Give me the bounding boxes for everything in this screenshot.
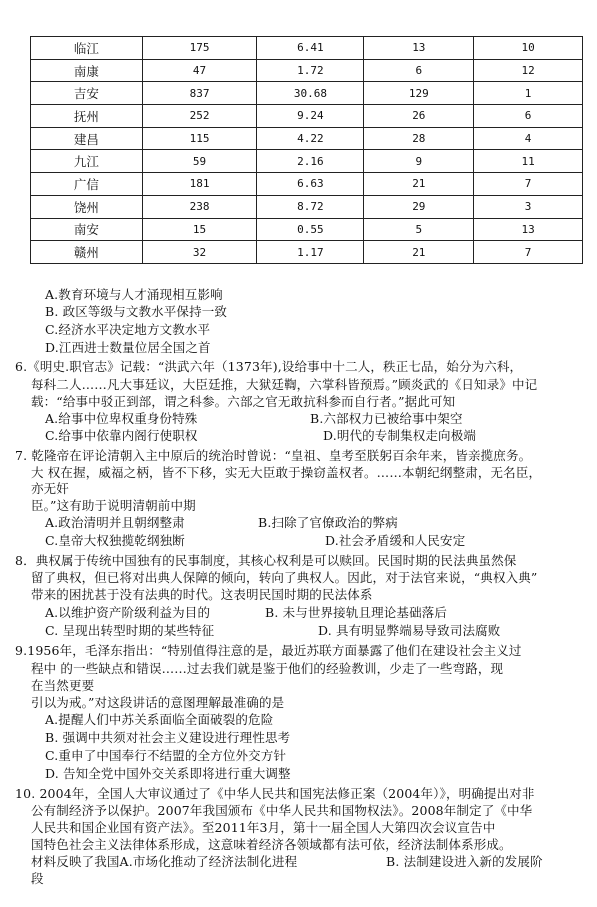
q10-stem-line-6: 段 <box>31 871 44 886</box>
table-cell-v1: 252 <box>142 105 257 128</box>
q7-option-b: B.扫除了官僚政治的弊病 <box>258 515 398 530</box>
q7-option-a: A.政治清明并且朝纲整肃 <box>45 515 185 530</box>
q7-option-c: C.皇帝大权独揽乾纲独断 <box>45 533 185 548</box>
table-cell-region: 广信 <box>31 173 143 196</box>
table-cell-v4: 7 <box>474 241 583 264</box>
q5-option-b: B. 政区等级与文教水平保持一致 <box>45 304 228 319</box>
q9-stem-line-4: 引以为戒。”对这段讲话的意图理解最准确的是 <box>31 695 285 710</box>
table-cell-region: 临江 <box>31 37 143 60</box>
table-cell-region: 赣州 <box>31 241 143 264</box>
table-cell-v3: 29 <box>364 195 474 218</box>
table-cell-v1: 181 <box>142 173 257 196</box>
table-cell-region: 南康 <box>31 59 143 82</box>
table-cell-v2: 30.68 <box>257 82 364 105</box>
q8-option-d: D. 具有明显弊端易导致司法腐败 <box>318 623 501 638</box>
q5-option-d: D.江西进士数量位居全国之首 <box>45 340 211 355</box>
table-cell-v4: 4 <box>474 127 583 150</box>
table-cell-v2: 2.16 <box>257 150 364 173</box>
q9-option-b: B. 强调中共须对社会主义建设进行理性思考 <box>45 730 291 745</box>
table-cell-v2: 1.17 <box>257 241 364 264</box>
data-table-body <box>31 37 583 264</box>
q8-option-b: B. 未与世界接轨且理论基础落后 <box>265 605 448 620</box>
q6-option-c: C.给事中依靠内阁行使职权 <box>45 428 198 443</box>
table-cell-v1: 238 <box>142 195 257 218</box>
table-cell-v1: 59 <box>142 150 257 173</box>
table-cell-v2: 4.22 <box>257 127 364 150</box>
table-row <box>31 195 583 218</box>
table-cell-v4: 6 <box>474 105 583 128</box>
q9-stem-line-3: 在当然更要 <box>31 678 95 693</box>
table-row <box>31 150 583 173</box>
table-cell-v3: 129 <box>364 82 474 105</box>
q10-stem-line-2: 公有制经济予以保护。2007年我国颁布《中华人民共和国物权法》。2008年制定了《中华 <box>31 803 533 818</box>
table-row <box>31 127 583 150</box>
table-cell-v3: 21 <box>364 173 474 196</box>
table-row <box>31 241 583 264</box>
q10-stem-line-5: 材料反映了我国A.市场化推动了经济法制化进程 <box>31 854 298 869</box>
table-cell-v1: 15 <box>142 218 257 241</box>
q6-stem-line-1: 6.《明史.职官志》记载：“洪武六年（1373年),设给事中十二人，秩正七品，始分为六科， <box>15 359 523 374</box>
q5-option-a: A.教育环境与人才涌现相互影响 <box>45 287 223 302</box>
q9-stem-line-2: 程中 的一些缺点和错误……过去我们就是鉴于他们的经验教训，少走了一些弯路，现 <box>31 661 504 676</box>
table-cell-v3: 13 <box>364 37 474 60</box>
q10-stem-line-3: 人民共和国企业国有资产法》。至2011年3月，第十一届全国人大第四次会议宣告中 <box>31 820 496 835</box>
q6-option-d: D.明代的专制集权走向极端 <box>323 428 477 443</box>
table-cell-v2: 0.55 <box>257 218 364 241</box>
table-cell-v3: 28 <box>364 127 474 150</box>
q7-stem-line-4: 臣。”这有助于说明清朝前中期 <box>31 498 196 513</box>
table-cell-v4: 13 <box>474 218 583 241</box>
table-row <box>31 173 583 196</box>
table-cell-v4: 7 <box>474 173 583 196</box>
q7-stem-line-2: 大 权在握，威福之柄，皆不下移，实无大臣敢于操窃盖权者。……本朝纪纲整肃，无名臣， <box>31 465 542 480</box>
table-cell-region: 抚州 <box>31 105 143 128</box>
q7-stem-line-1: 7. 乾隆帝在评论清朝入主中原后的统治时曾说：“皇祖、皇考至朕躬百余年来，皆亲揽庶务。 <box>15 448 532 463</box>
table-cell-v3: 26 <box>364 105 474 128</box>
q9-stem-line-1: 9.1956年，毛泽东指出：“特别值得注意的是，最近苏联方面暴露了他们在建设社会主义过 <box>15 643 522 658</box>
q7-stem-line-3: 亦无奸 <box>31 481 69 496</box>
table-row <box>31 82 583 105</box>
q6-stem-line-2: 每科二人……凡大事廷议，大臣廷推，大狱廷鞫，六掌科皆预焉。”顾炎武的《日知录》中记 <box>31 377 538 392</box>
table-cell-v3: 9 <box>364 150 474 173</box>
q10-option-b: B. 法制建设进入新的发展阶 <box>386 854 543 869</box>
q9-option-a: A.提醒人们中苏关系面临全面破裂的危险 <box>45 712 274 727</box>
q8-stem-line-1: 8．典权属于传统中国独有的民事制度，其核心权利是可以赎回。民国时期的民法典虽然保 <box>15 553 517 568</box>
q8-option-a: A.以维护资产阶级利益为目的 <box>45 605 211 620</box>
q10-stem-line-4: 国特色社会主义法律体系形成，这意味着经济各领域都有法可依，经济法制体系形成。 <box>31 837 512 852</box>
table-row <box>31 105 583 128</box>
table-cell-v2: 9.24 <box>257 105 364 128</box>
table-cell-v1: 837 <box>142 82 257 105</box>
table-cell-v3: 6 <box>364 59 474 82</box>
table-cell-region: 南安 <box>31 218 143 241</box>
table-cell-v2: 6.41 <box>257 37 364 60</box>
table-cell-v4: 10 <box>474 37 583 60</box>
table-cell-v3: 21 <box>364 241 474 264</box>
q6-option-a: A.给事中位卑权重身份特殊 <box>45 411 198 426</box>
table-cell-v1: 47 <box>142 59 257 82</box>
data-table <box>30 36 583 264</box>
q6-option-b: B.六部权力已被给事中架空 <box>310 411 463 426</box>
q6-stem-line-3: 载：“给事中驳正到部，谓之科参。六部之官无敢抗科参而自行者。”据此可知 <box>31 394 456 409</box>
q8-stem-line-3: 带来的困扰甚于没有法典的时代。这表明民国时期的民法体系 <box>31 587 373 602</box>
table-cell-v3: 5 <box>364 218 474 241</box>
table-cell-v1: 115 <box>142 127 257 150</box>
table-cell-v4: 3 <box>474 195 583 218</box>
table-cell-region: 建昌 <box>31 127 143 150</box>
q10-stem-line-1: 10. 2004年，全国人大审议通过了《中华人民共和国宪法修正案（2004年）》，明确提出对非 <box>15 786 535 801</box>
table-cell-region: 九江 <box>31 150 143 173</box>
table-cell-v1: 175 <box>142 37 257 60</box>
table-cell-v2: 6.63 <box>257 173 364 196</box>
q7-option-d: D.社会矛盾缓和人民安定 <box>325 533 466 548</box>
q8-stem-line-2: 留了典权，但已将对出典人保障的倾向，转向了典权人。因此，对于法官来说，“典权入典” <box>31 570 538 585</box>
table-cell-v2: 8.72 <box>257 195 364 218</box>
table-cell-v1: 32 <box>142 241 257 264</box>
table-cell-v4: 11 <box>474 150 583 173</box>
table-row <box>31 218 583 241</box>
q9-option-d: D. 告知全党中国外交关系即将进行重大调整 <box>45 766 291 781</box>
table-cell-v4: 12 <box>474 59 583 82</box>
table-cell-v4: 1 <box>474 82 583 105</box>
table-row <box>31 37 583 60</box>
table-cell-region: 吉安 <box>31 82 143 105</box>
table-cell-v2: 1.72 <box>257 59 364 82</box>
q9-option-c: C.重申了中国奉行不结盟的全方位外交方针 <box>45 748 287 763</box>
q5-option-c: C.经济水平决定地方文教水平 <box>45 322 211 337</box>
q8-option-c: C. 呈现出转型时期的某些特征 <box>45 623 215 638</box>
table-cell-region: 饶州 <box>31 195 143 218</box>
table-row <box>31 59 583 82</box>
